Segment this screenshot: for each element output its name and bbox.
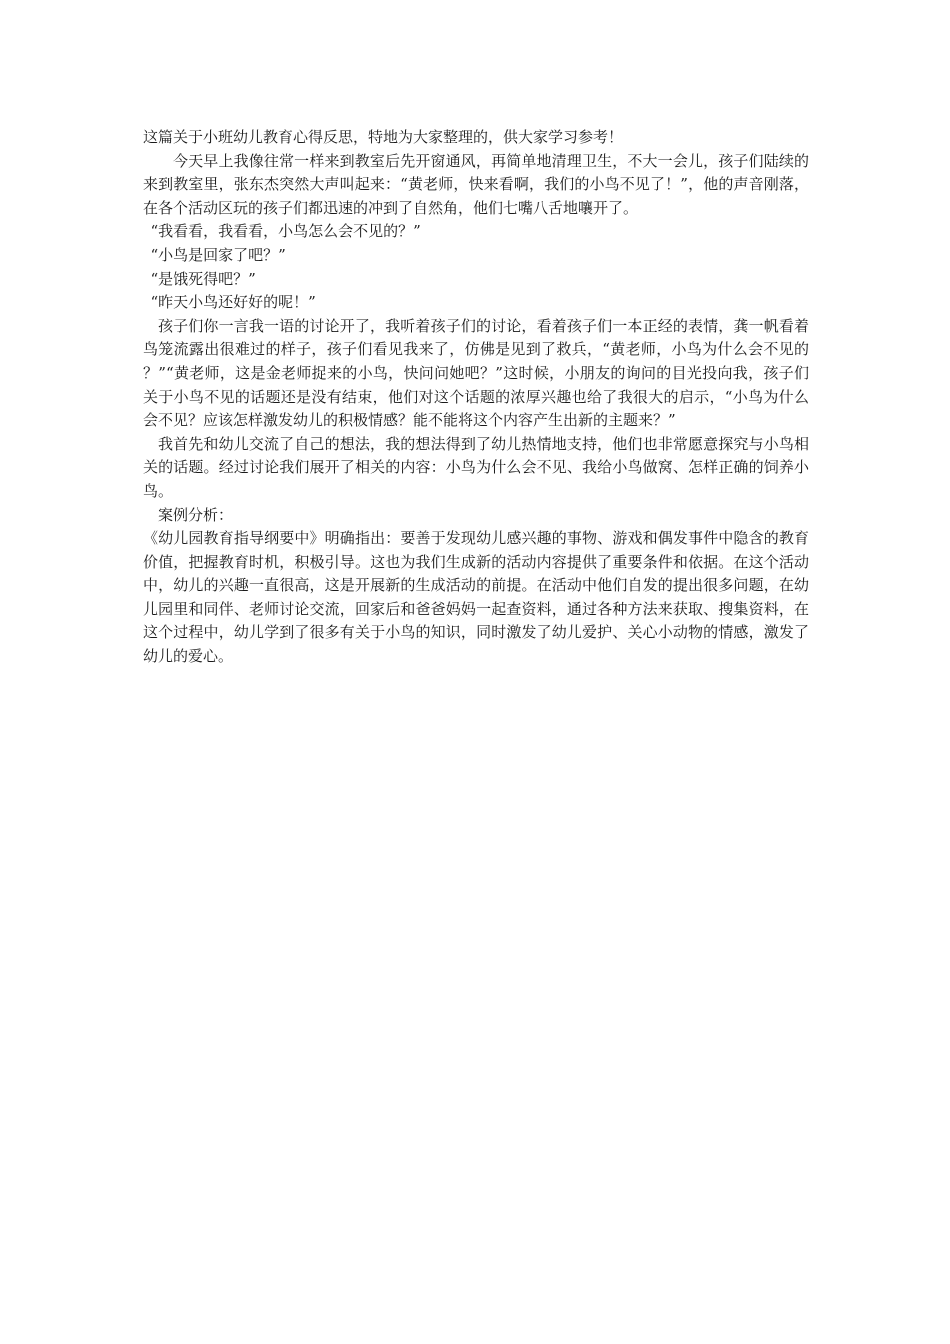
document-body	[143, 126, 809, 669]
section-heading: 案例分析：	[158, 505, 234, 524]
teacher-response-paragraph: 我首先和幼儿交流了自己的想法，我的想法得到了幼儿热情地支持，他们也非常愿意探究与小鸟相关的话题。经过讨论我们展开了相关的内容：小鸟为什么会不见、我给小鸟做窝、怎样正确的饲养小鸟。	[143, 434, 809, 500]
discussion-paragraph: 孩子们你一言我一语的讨论开了，我听着孩子们的讨论，看着孩子们一本正经的表情，龚一帆看着鸟笼流露出很难过的样子，孩子们看见我来了，仿佛是见到了救兵，“黄老师，小鸟为什么会不见的？”“黄老师，这是金老师捉来的小鸟，快问问她吧？”这时候，小朋友的询问的目光投向我，孩子们关于小鸟不见的话题还是没有结束，他们对这个话题的浓厚兴趣也给了我很大的启示，“小鸟为什么会不见？应该怎样激发幼儿的积极情感？能不能将这个内容产生出新的主题来？”	[143, 316, 809, 430]
story-paragraph: 今天早上我像往常一样来到教室后先开窗通风，再简单地清理卫生，不大一会儿，孩子们陆续的来到教室里，张东杰突然大声叫起来：“黄老师，快来看啊，我们的小鸟不见了！”，他的声音刚落，在各个活动区玩的孩子们都迅速的冲到了自然角，他们七嘴八舌地嚷开了。	[143, 151, 809, 217]
quote-line: “我看看，我看看，小鸟怎么会不见的？”	[150, 222, 421, 241]
quote-line: “是饿死得吧？”	[150, 269, 256, 288]
quote-line: “小鸟是回家了吧？”	[150, 245, 286, 264]
quote-line: “昨天小鸟还好好的呢！”	[150, 293, 316, 312]
analysis-paragraph: 《幼儿园教育指导纲要中》明确指出：要善于发现幼儿感兴趣的事物、游戏和偶发事件中隐含的教育价值，把握教育时机，积极引导。这也为我们生成新的活动内容提供了重要条件和依据。在这个活动中，幼儿的兴趣一直很高，这是开展新的生成活动的前提。在活动中他们自发的提出很多问题，在幼儿园里和同伴、老师讨论交流，回家后和爸爸妈妈一起查资料，通过各种方法来获取、搜集资料，在这个过程中，幼儿学到了很多有关于小鸟的知识，同时激发了幼儿爱护、关心小动物的情感，激发了幼儿的爱心。	[143, 529, 809, 666]
intro-paragraph: 这篇关于小班幼儿教育心得反思，特地为大家整理的，供大家学习参考！	[143, 128, 624, 146]
